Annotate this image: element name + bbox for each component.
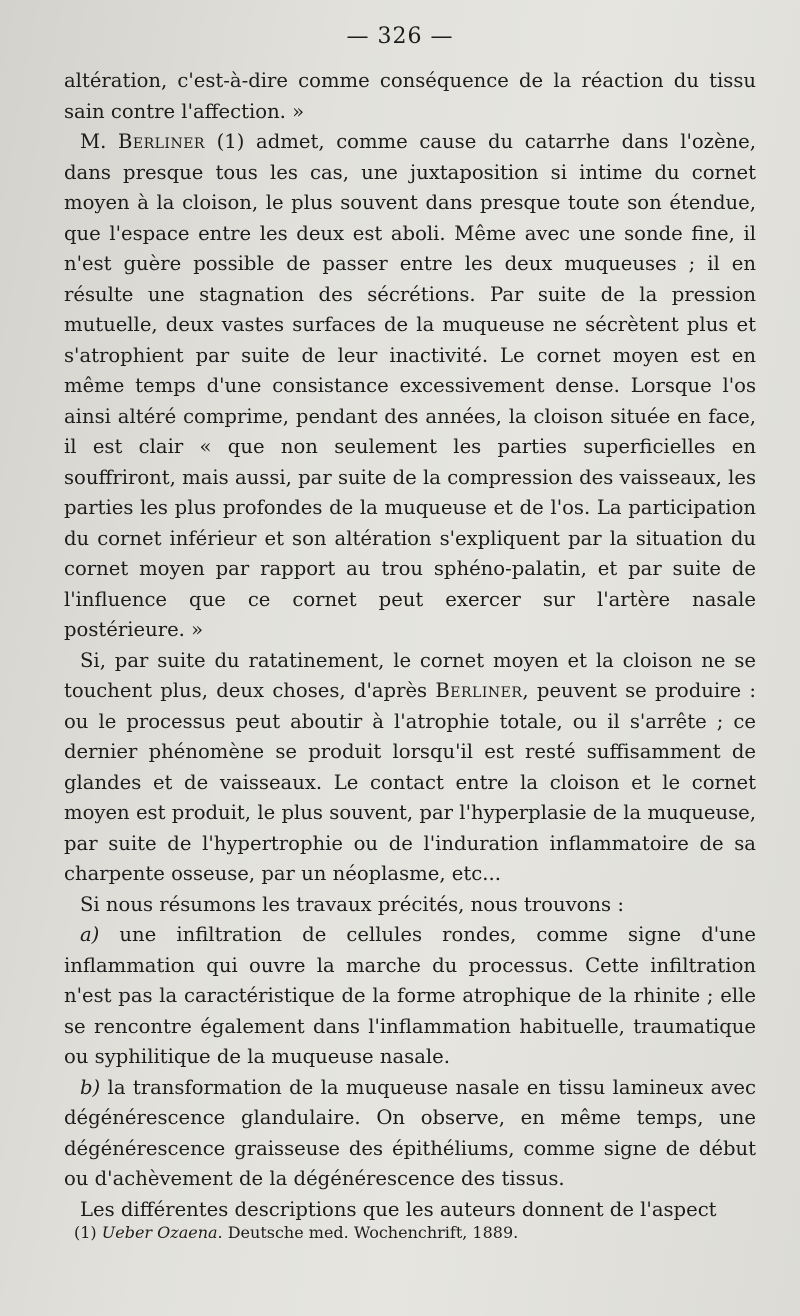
text-run: Si, par suite du ratatinement, le cornet moyen et la cloison ne se touchent plus, deux choses, d'après [64,648,756,702]
text-run: (1) admet, comme cause du catarrhe dans l'ozène, dans presque tous les cas, une juxtaposition si intime du cornet moyen à la cloison, le plus souvent dans presque toute son étendue, que l'espace entre les deux est aboli. Même avec une sonde fine, il n'est guère possible de passer entre les deux muqueuses ; il en résulte une stagnation des sécrétions. Par suite de la pression mutuelle, deux vastes surfaces de la muqueuse ne sécrètent plus et s'atrophient par suite de leur inactivité. Le cornet moyen est en même temps d'une consistance excessivement dense. Lorsque l'os ainsi altéré comprime, pendant des années, la cloison située en face, il est clair « que non seulement les parties superficielles en souffriront, mais aussi, par suite de la compression des vaisseaux, les parties les plus profondes de la muqueuse et de l'os. La participation du cornet inférieur et son altération s'expliquent par la situation du cornet moyen par rapport au trou sphéno-palatin, et par suite de l'influence que ce cornet peut exercer sur l'artère nasale postérieure. » [64,130,757,641]
text-run: altération, c'est-à-dire comme conséquence de la réaction du tissu sain contre l'affection. » [64,69,756,123]
text-run: Les différentes descriptions que les auteurs donnent de l'aspect [80,1197,717,1221]
paragraph [64,890,756,921]
text-run: M. [80,130,118,153]
page-number: — 326 — [346,24,454,49]
text-run: la transformation de la muqueuse nasale en tissu lamineux avec dégénérescence glandulaire. On observe, en même temps, une dégénérescence graisseuse des épithéliums, comme signe de début ou d'achèvement de la dégénérescence des tissus. [64,1075,756,1190]
paragraph [64,1073,756,1195]
author-name: Berliner [117,130,205,153]
paragraph [64,127,756,646]
paragraph [64,646,756,890]
body-text [64,66,756,1225]
paragraph [64,1195,756,1226]
footnote-citation: Deutsche med. Wochenchrift, 1889. [222,1223,519,1242]
list-marker: a) [80,923,100,946]
footnote-title: Ueber Ozaena. [101,1223,223,1242]
text-run: Si nous résumons les travaux précités, nous trouvons : [80,892,624,916]
author-name: Berliner [435,679,523,702]
text-run: , peuvent se produire : ou le processus peut aboutir à l'atrophie totale, ou il s'arrête ; ce dernier phénomène se produit lorsqu'il est resté suffisamment de glandes et de vaisseaux. Le contact entre la cloison et le cornet moyen est produit, le plus souvent, par l'hyperplasie de la muqueuse, par suite de l'hypertrophie ou de l'induration inflammatoire de sa charpente osseuse, par un néoplasme, etc... [64,679,756,885]
footnote [74,1222,764,1244]
text-run: une infiltration de cellules rondes, comme signe d'une inflammation qui ouvre la marche du processus. Cette infiltration n'est pas la caractéristique de la forme atrophique de la rhinite ; elle se rencontre également dans l'inflammation habituelle, traumatique ou syphilitique de la muqueuse nasale. [64,923,756,1068]
paragraph [64,920,756,1073]
list-marker: b) [80,1075,101,1099]
footnote-marker: (1) [74,1223,102,1242]
paragraph [64,66,756,127]
